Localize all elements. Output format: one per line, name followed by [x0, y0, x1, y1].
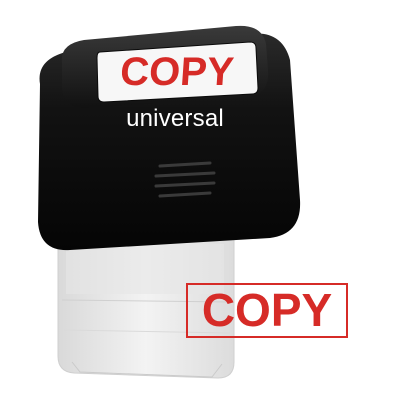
window-stamp-text: COPY — [118, 50, 236, 94]
brand-logo: universal — [126, 105, 224, 132]
stamp-impression-text: COPY — [201, 284, 333, 336]
